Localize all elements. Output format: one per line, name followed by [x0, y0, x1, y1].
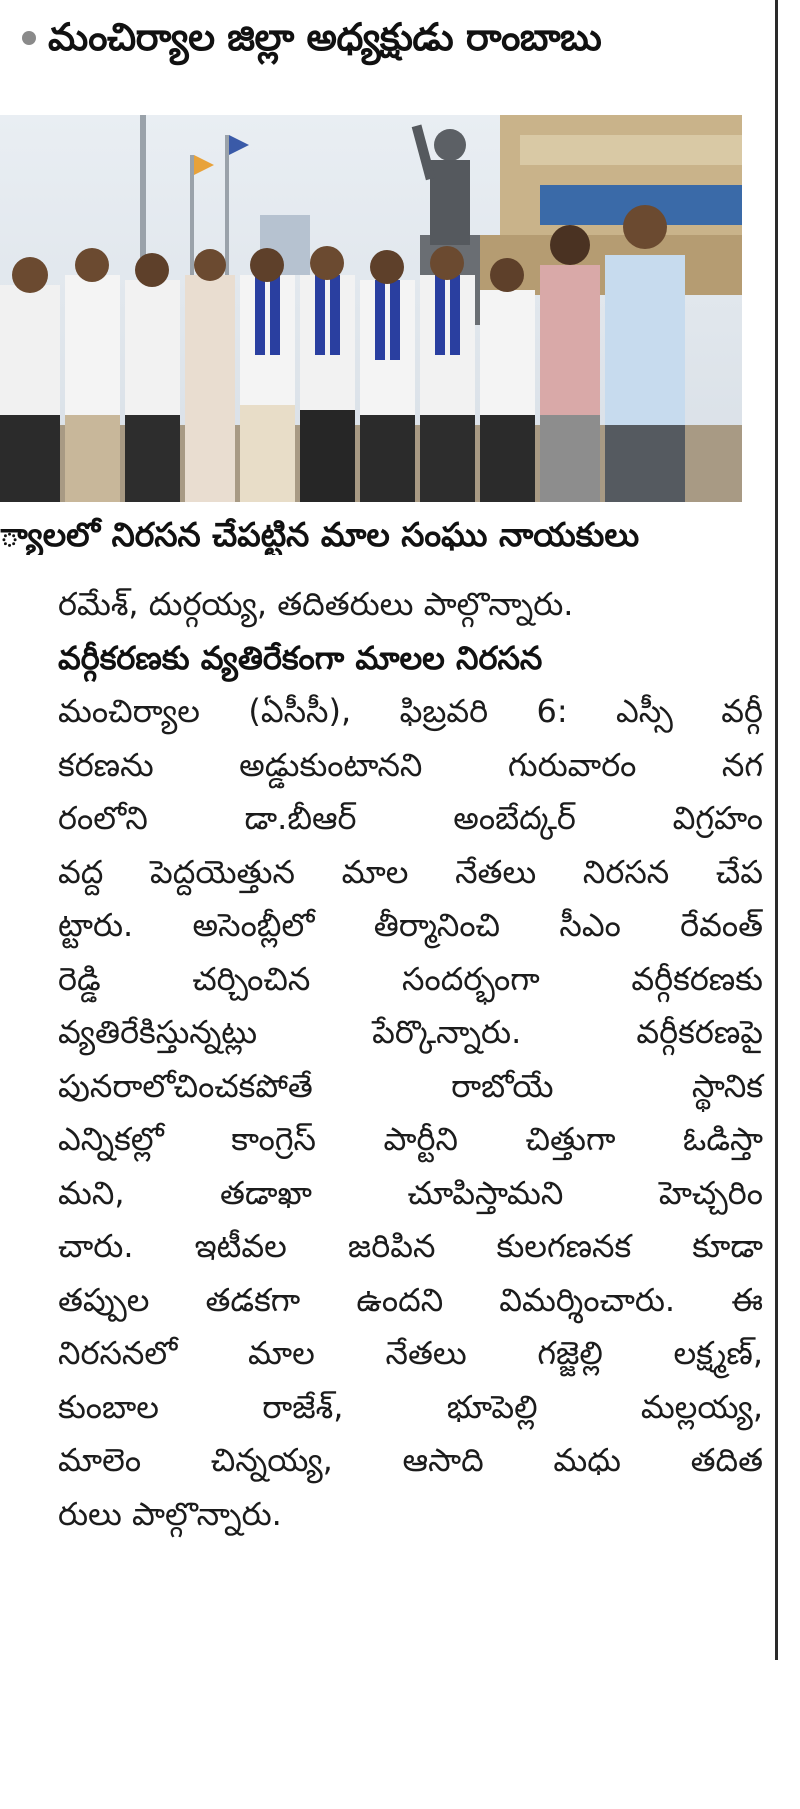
body-line: తప్పుల తడకగా ఉందని విమర్శించారు. ఈ	[58, 1280, 763, 1319]
body-line: నిరసనలో మాల నేతలు గజ్జెల్లి లక్ష్మణ్,	[58, 1334, 763, 1372]
article-subheading: వర్గీకరణకు వ్యతిరేకంగా మాలల నిరసన	[58, 638, 543, 677]
body-line: వద్ద పెద్దయెత్తున మాల నేతలు నిరసన చేప	[58, 852, 763, 891]
body-line: రులు పాల్గొన్నారు.	[58, 1494, 282, 1533]
photo-caption: ్యాలలో నిరసన చేపట్టిన మాల సంఘు నాయకులు	[0, 515, 640, 554]
group-photo-icon	[0, 115, 742, 502]
column-rule	[775, 0, 778, 1660]
body-line: మంచిర్యాల (ఏసీసీ), ఫిబ్రవరి 6: ఎస్సీ వర్గీ	[58, 692, 763, 730]
body-line: మాలెం చిన్నయ్య, ఆసాది మధు తదిత	[58, 1441, 763, 1479]
body-line: రెడ్డి చర్చించిన సందర్భంగా వర్గీకరణకు	[58, 959, 763, 998]
body-line: మని, తడాఖా చూపిస్తామని హెచ్చరిం	[58, 1173, 763, 1212]
body-line: చారు. ఇటీవల జరిపిన కులగణనక కూడా	[58, 1227, 763, 1265]
body-line: ఎన్నికల్లో కాంగ్రెస్ పార్టీని చిత్తుగా ఓడిస్తా	[58, 1120, 763, 1158]
body-line: పునరాలోచించకపోతే రాబోయే స్థానిక	[58, 1066, 763, 1105]
prev-story-end: రమేశ్, దుర్గయ్య, తదితరులు పాల్గొన్నారు.	[58, 585, 574, 623]
body-line: కరణను అడ్డుకుంటానని గురువారం నగ	[58, 745, 763, 784]
bullet-icon	[22, 31, 36, 45]
body-line: వ్యతిరేకిస్తున్నట్లు పేర్కొన్నారు. వర్గీకరణపై	[58, 1013, 763, 1051]
body-line: ట్టారు. అసెంబ్లీలో తీర్మానించి సీఎం రేవంత్	[58, 906, 763, 944]
body-line: రంలోని డా.బీఆర్ అంబేద్కర్ విగ్రహం	[58, 799, 763, 837]
headline-row	[22, 8, 772, 68]
body-line: కుంబాల రాజేశ్, భూపెల్లి మల్లయ్య,	[58, 1387, 763, 1426]
article-body	[58, 578, 763, 1541]
headline: మంచిర్యాల జిల్లా అధ్యక్షుడు రాంబాబు	[48, 15, 602, 60]
news-photo	[0, 115, 742, 502]
